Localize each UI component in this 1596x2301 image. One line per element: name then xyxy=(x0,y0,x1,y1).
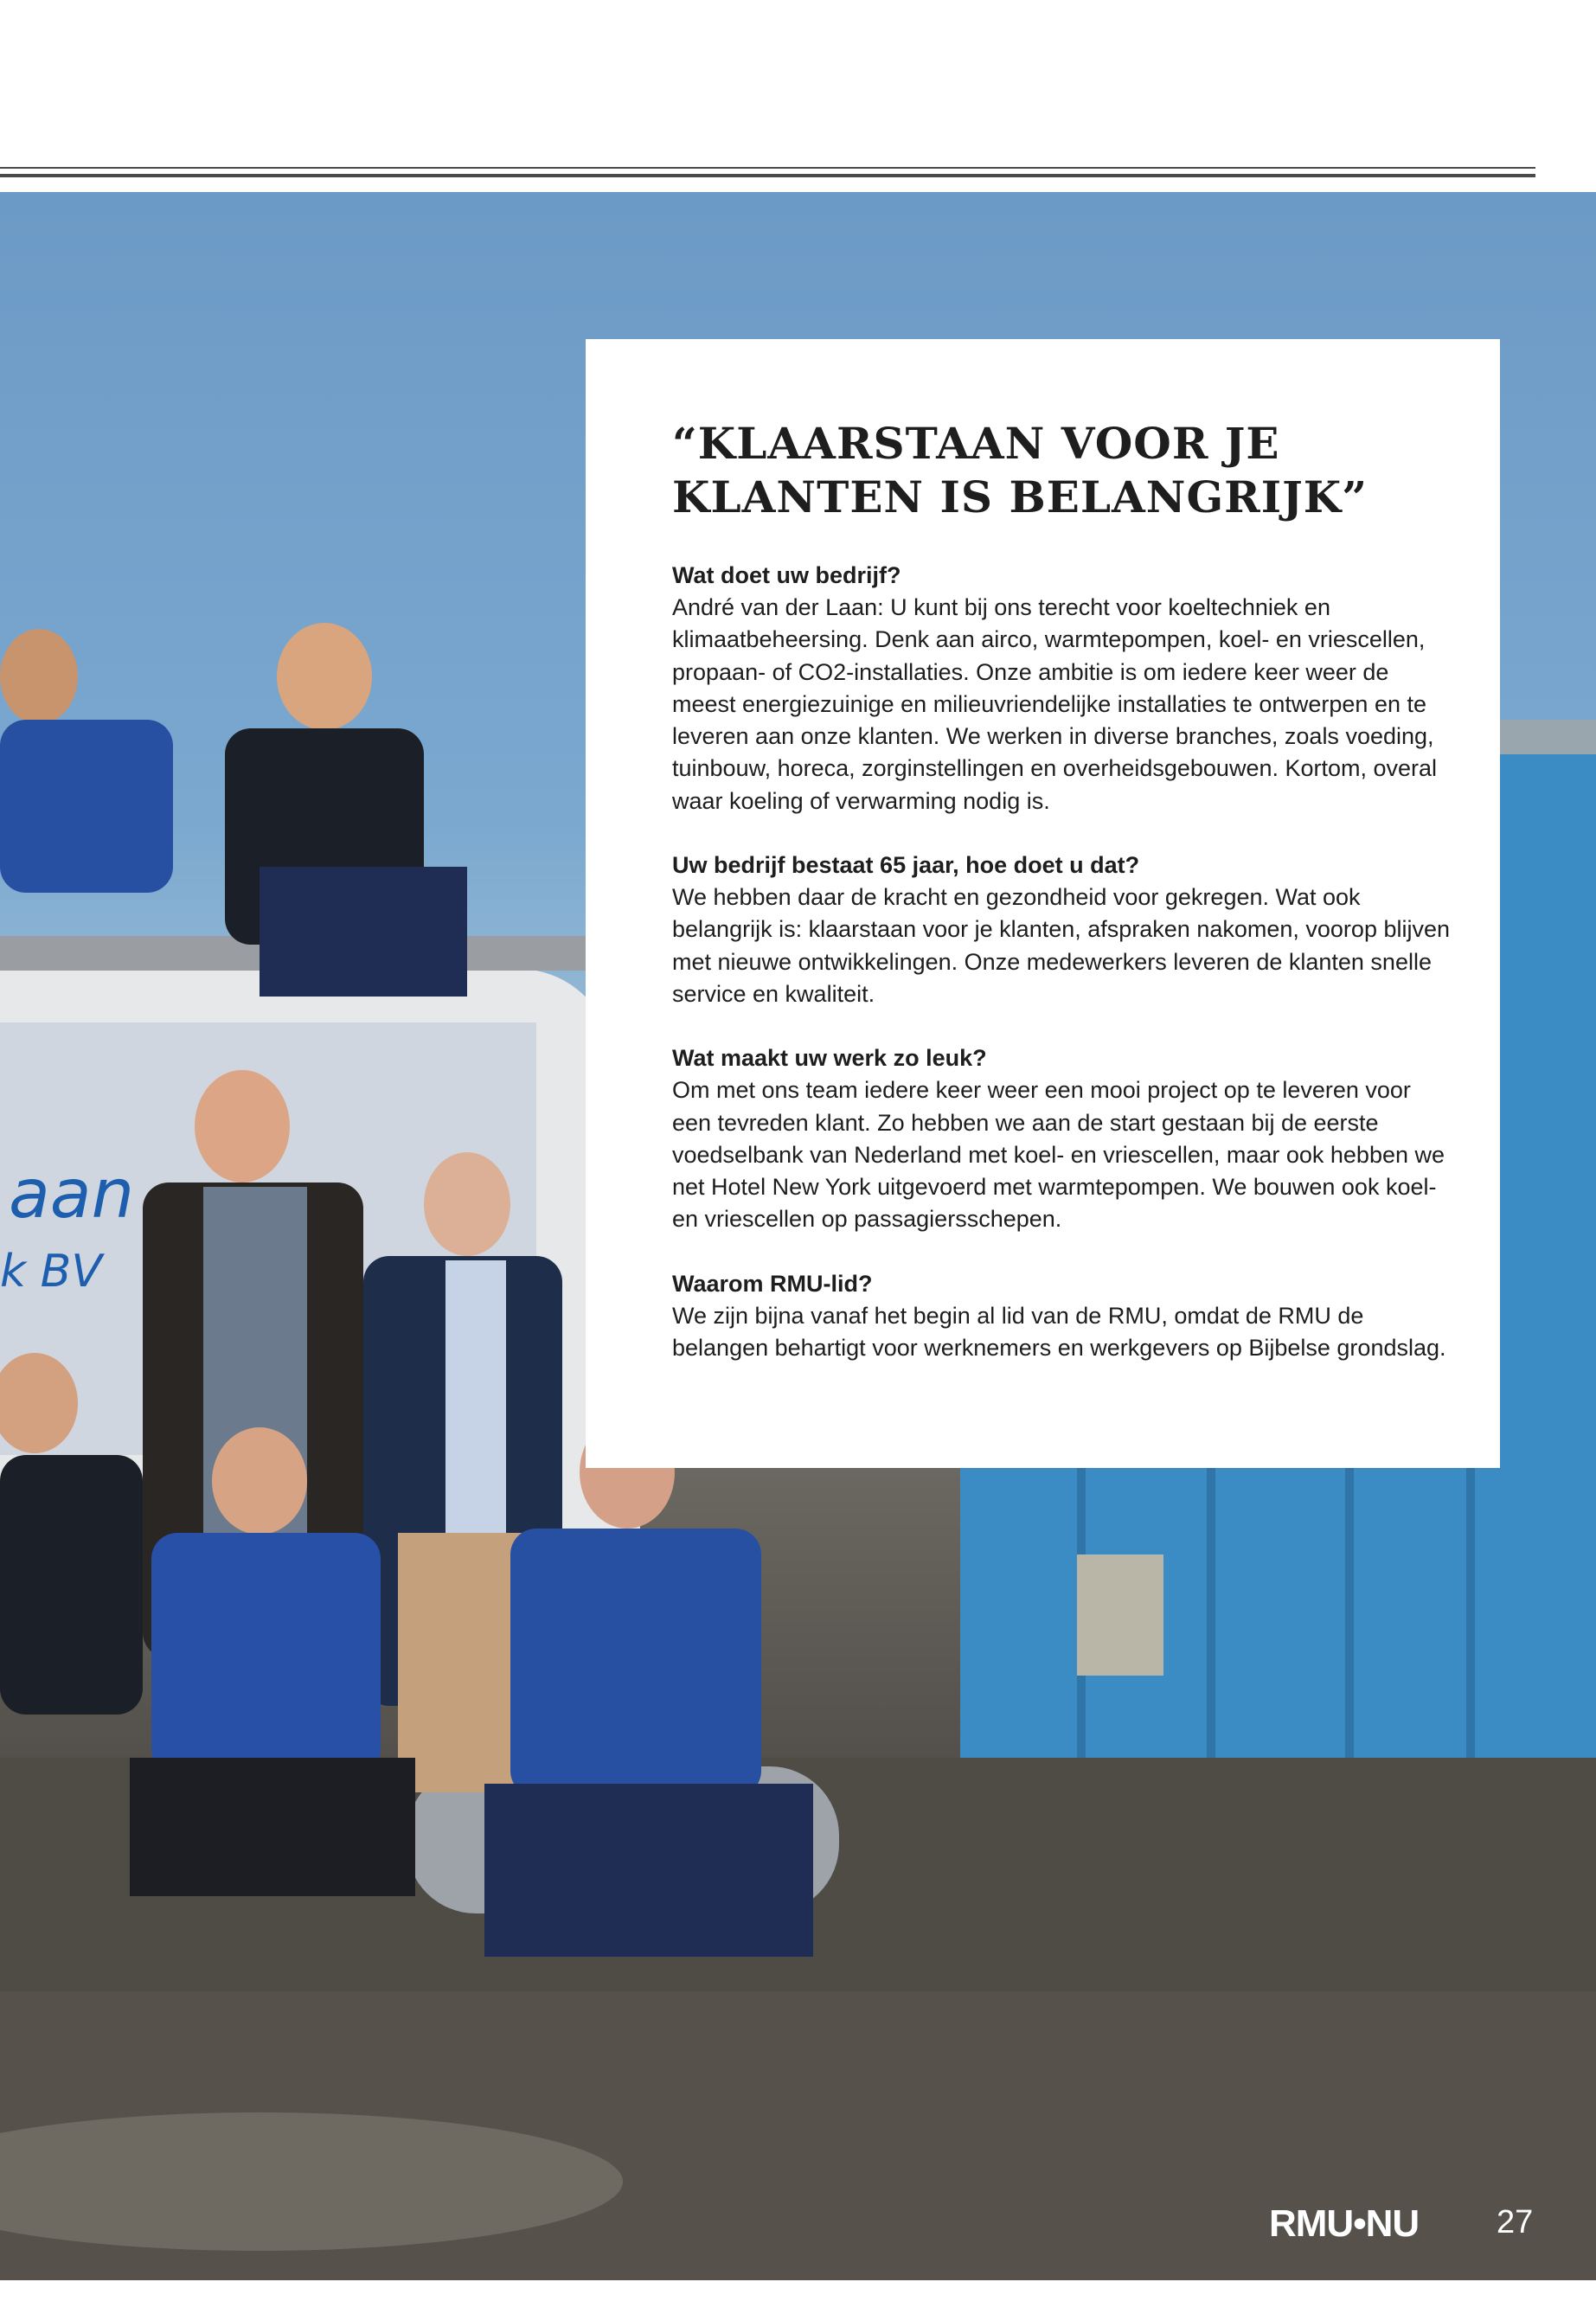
qa-item xyxy=(672,560,1451,817)
header-rule-thin xyxy=(0,167,1535,169)
qa-item xyxy=(672,1042,1451,1235)
answer-paragraph: We hebben daar de kracht en gezondheid voor gekregen. Wat ook belangrijk is: klaarstaan voor je klanten, afspraken nakomen, voorop blijven met nieuwe ontwikkelingen. Onze medewerkers leveren de klanten snelle service en kwaliteit. xyxy=(672,884,1451,1007)
header-rule-thick xyxy=(0,174,1535,177)
answer-paragraph: We zijn bijna vanaf het begin al lid van de RMU, omdat de RMU de belangen behartigt voor werknemers en werkgevers op Bijbelse grondslag. xyxy=(672,1302,1446,1362)
question-heading: Waarom RMU-lid? xyxy=(672,1270,873,1297)
qa-list xyxy=(672,560,1451,1396)
question-heading: Uw bedrijf bestaat 65 jaar, hoe doet u dat? xyxy=(672,852,1140,879)
page-number: 27 xyxy=(1497,2204,1534,2240)
qa-item xyxy=(672,1268,1451,1365)
interview-card xyxy=(586,339,1500,1468)
answer-paragraph: Om met ons team iedere keer weer een mooi project op te leveren voor een tevreden klant. Zo hebben we aan de start gestaan bij de eerste voedselbank van Nederland met koel- en vriescellen, maar ook hebben we net Hotel New York uitgevoerd met warmtepompen. We bouwen ook koel- en vriescellen op passagiersschepen. xyxy=(672,1077,1445,1233)
qa-item xyxy=(672,849,1451,1010)
question-heading: Wat maakt uw werk zo leuk? xyxy=(672,1045,987,1072)
van-brand-subtext: k BV xyxy=(0,1246,102,1298)
question-heading: Wat doet uw bedrijf? xyxy=(672,562,901,588)
article-title: “KLAARSTAAN VOOR JE KLANTEN IS BELANGRIJK” xyxy=(672,418,1368,522)
answer-paragraph: André van der Laan: U kunt bij ons terecht voor koeltechniek en klimaatbeheersing. Denk aan airco, warmtepompen, koel- en vriescellen, propaan- of CO2-installaties. Onze ambitie is om iedere keer weer de meest energiezuinige en milieuvriendelijke installaties te ontwerpen en te leveren aan onze klanten. We werken in diverse branches, zoals voeding, tuinbouw, horeca, zorginstellingen en overheidsgebouwen. Kortom, overal waar koeling of verwarming nodig is. xyxy=(672,594,1438,814)
van-brand-text: aan xyxy=(9,1156,135,1234)
rmu-nu-logo: RMU•NU xyxy=(1269,2202,1420,2245)
